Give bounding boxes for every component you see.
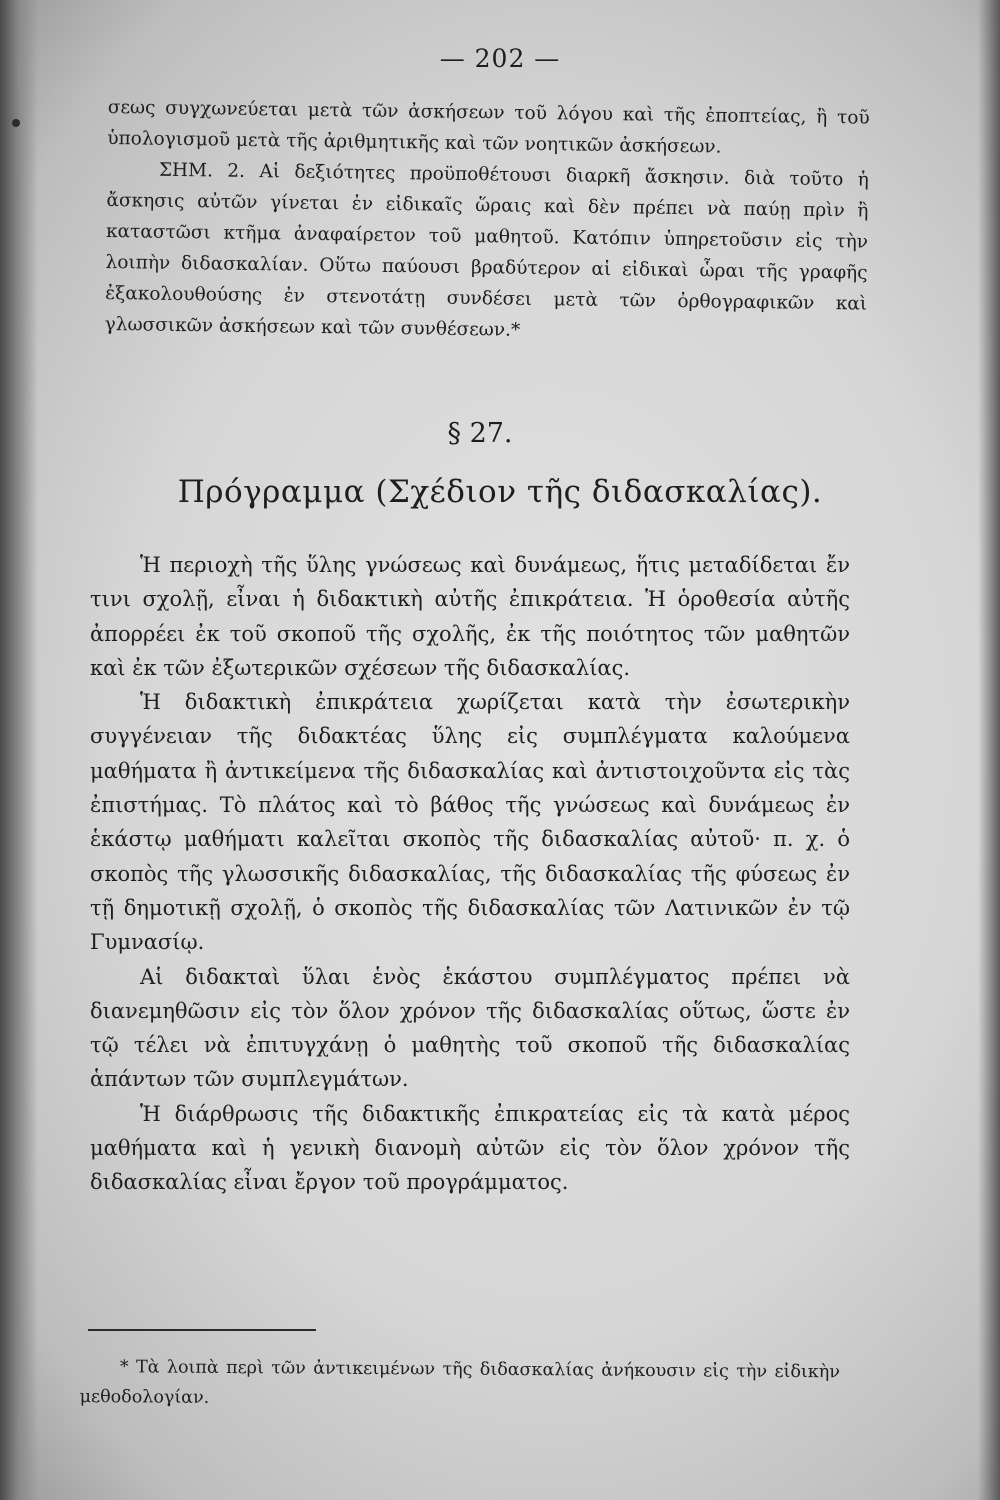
body-paragraph: Αἱ διδακταὶ ὕλαι ἑνὸς ἑκάστου συμπλέγματος πρέπει νὰ διανεμηθῶσιν εἰς τὸν ὅλον χρόνον τῆς διδασκαλίας οὕτως, ὥστε ἐν τῷ τέλει νὰ ἐπιτυγχάνῃ ὁ μαθητὴς τοῦ σκοποῦ τῆς διδασκαλίας ἁπάντων τῶν συμπλεγμάτων. [90,964,850,1092]
body-paragraph: Ἡ περιοχὴ τῆς ὕλης γνώσεως καὶ δυνάμεως, ἥτις μεταδίδεται ἔν τινι σχολῇ, εἶναι ἡ διδακτικὴ αὐτῆς ἐπικράτεια. Ἡ ὁροθεσία αὐτῆς ἀπορρέει ἐκ τοῦ σκοποῦ τῆς σχολῆς, ἐκ τῆς ποιότητος τῶν μαθητῶν καὶ ἐκ τῶν ἐξωτερικῶν σχέσεων τῆς διδασκαλίας. [90,553,850,680]
continued-text-block [105,92,870,351]
note-paragraph: ΣΗΜ. 2. Αἱ δεξιότητες προϋποθέτουσι διαρκῆ ἄσκησιν. διὰ τοῦτο ἡ ἄσκησις αὐτῶν γίνεται ἐν εἰδικαῖς ὥραις καὶ δὲν πρέπει νὰ παύῃ πρὶν ἢ καταστῶσι κτῆμα ἀναφαίρετον τοῦ μαθητοῦ. Κατόπιν ὑπηρετοῦσιν εἰς τὴν λοιπὴν διδασκαλίαν. Οὕτω παύουσι βραδύτερον αἱ εἰδικαὶ ὧραι τῆς γραφῆς ἐξακολουθούσης ἐν στενοτάτῃ συνδέσει μετὰ τῶν ὀρθογραφικῶν καὶ γλωσσικῶν ἀσκήσεων καὶ τῶν συνθέσεων.* [104,159,869,341]
section-number: § 27. [447,418,513,449]
section-body [90,548,850,1200]
body-paragraph: Ἡ διδακτικὴ ἐπικράτεια χωρίζεται κατὰ τὴν ἐσωτερικὴν συγγένειαν τῆς διδακτέας ὕλης εἰς συμπλέγματα καλούμενα μαθήματα ἢ ἀντικείμενα τῆς διδασκαλίας καὶ ἀντιστοιχοῦντα εἰς τὰς ἐπιστήμας. Τὸ πλάτος καὶ τὸ βάθος τῆς γνώσεως καὶ δυνάμεως ἐν ἑκάστῳ μαθήματι καλεῖται σκοπὸς τῆς διδασκαλίας αὐτοῦ· π. χ. ὁ σκοπὸς τῆς γλωσσικῆς διδασκαλίας, τῆς διδασκαλίας τῆς φύσεως ἐν τῇ δημοτικῇ σχολῇ, ὁ σκοπὸς τῆς διδασκαλίας τῶν Λατινικῶν ἐν τῷ Γυμνασίῳ. [90,690,850,955]
page-edge-shadow [978,0,1000,1500]
margin-ink-mark [12,119,20,127]
continuation-paragraph: σεως συγχωνεύεται μετὰ τῶν ἀσκήσεων τοῦ λόγου καὶ τῆς ἐποπτείας, ἢ τοῦ ὑπολογισμοῦ μετὰ τῆς ἀριθμητικῆς καὶ τῶν νοητικῶν ἀσκήσεων. [107,96,870,158]
body-paragraph: Ἡ διάρθρωσις τῆς διδακτικῆς ἐπικρατείας εἰς τὰ κατὰ μέρος μαθήματα καὶ ἡ γενικὴ διανομὴ αὐτῶν εἰς τὸν ὅλον χρόνον τῆς διδασκαλίας εἶναι ἔργον τοῦ προγράμματος. [90,1101,850,1195]
footnote-divider [88,1329,316,1331]
footnote: * Τὰ λοιπὰ περὶ τῶν ἀντικειμένων τῆς διδασκαλίας ἀνήκουσιν εἰς τὴν εἰδικὴν μεθοδολογίαν. [79,1357,840,1408]
page-binding-shadow [0,0,38,1500]
page-number: — 202 — [439,44,561,73]
section-heading: Πρόγραμμα (Σχέδιον τῆς διδασκαλίας). [177,474,823,510]
